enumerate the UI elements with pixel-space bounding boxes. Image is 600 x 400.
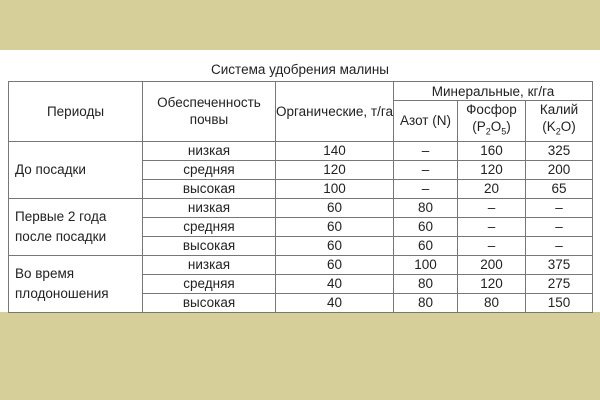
- phosphorus-cell: –: [458, 236, 526, 255]
- phosphorus-cell: 80: [458, 293, 526, 312]
- soil-cell: высокая: [143, 293, 276, 312]
- soil-cell: низкая: [143, 198, 276, 217]
- header-potassium: [526, 101, 593, 142]
- period-cell: Во время плодоношения: [9, 255, 143, 312]
- potassium-cell: 200: [526, 160, 593, 179]
- fertilizer-table: [8, 81, 593, 313]
- nitrogen-cell: –: [394, 160, 458, 179]
- header-periods: Периоды: [9, 82, 143, 142]
- phosphorus-formula: $(P_2O_5)$: [472, 119, 511, 137]
- nitrogen-cell: 100: [394, 255, 458, 274]
- soil-cell: высокая: [143, 179, 276, 198]
- nitrogen-cell: 80: [394, 274, 458, 293]
- phosphorus-cell: 20: [458, 179, 526, 198]
- organic-cell: 60: [276, 217, 394, 236]
- header-organic: Органические, т/га: [276, 82, 394, 142]
- header-phosphorus: [458, 101, 526, 142]
- organic-cell: 120: [276, 160, 394, 179]
- period-cell: До посадки: [9, 141, 143, 198]
- soil-cell: высокая: [143, 236, 276, 255]
- phosphorus-cell: 120: [458, 160, 526, 179]
- nitrogen-cell: –: [394, 141, 458, 160]
- period-cell: Первые 2 года после посадки: [9, 198, 143, 255]
- potassium-cell: –: [526, 217, 593, 236]
- nitrogen-cell: 60: [394, 217, 458, 236]
- organic-cell: 60: [276, 236, 394, 255]
- soil-cell: средняя: [143, 160, 276, 179]
- table-row: [9, 255, 593, 274]
- potassium-cell: 375: [526, 255, 593, 274]
- table-title: Система удобрения малины: [211, 62, 389, 77]
- organic-cell: 40: [276, 293, 394, 312]
- soil-cell: средняя: [143, 274, 276, 293]
- soil-cell: низкая: [143, 141, 276, 160]
- nitrogen-cell: 80: [394, 293, 458, 312]
- organic-cell: 60: [276, 198, 394, 217]
- table-row: [9, 141, 593, 160]
- potassium-cell: 275: [526, 274, 593, 293]
- header-nitrogen: Азот (N): [394, 101, 458, 142]
- table-row: [9, 198, 593, 217]
- potassium-label: Калий: [539, 102, 579, 117]
- potassium-cell: 325: [526, 141, 593, 160]
- phosphorus-label: Фосфор: [466, 102, 517, 117]
- header-mineral: Минеральные, кг/га: [394, 82, 593, 101]
- organic-cell: 40: [276, 274, 394, 293]
- nitrogen-cell: –: [394, 179, 458, 198]
- nitrogen-cell: 80: [394, 198, 458, 217]
- organic-cell: 60: [276, 255, 394, 274]
- phosphorus-cell: –: [458, 198, 526, 217]
- soil-cell: средняя: [143, 217, 276, 236]
- organic-cell: 140: [276, 141, 394, 160]
- phosphorus-cell: 160: [458, 141, 526, 160]
- header-soil: Обеспеченность почвы: [143, 82, 276, 142]
- soil-cell: низкая: [143, 255, 276, 274]
- nitrogen-cell: 60: [394, 236, 458, 255]
- potassium-formula: $(K_2O)$: [542, 119, 576, 137]
- potassium-cell: –: [526, 236, 593, 255]
- phosphorus-cell: –: [458, 217, 526, 236]
- potassium-cell: 65: [526, 179, 593, 198]
- organic-cell: 100: [276, 179, 394, 198]
- phosphorus-cell: 200: [458, 255, 526, 274]
- potassium-cell: –: [526, 198, 593, 217]
- potassium-cell: 150: [526, 293, 593, 312]
- phosphorus-cell: 120: [458, 274, 526, 293]
